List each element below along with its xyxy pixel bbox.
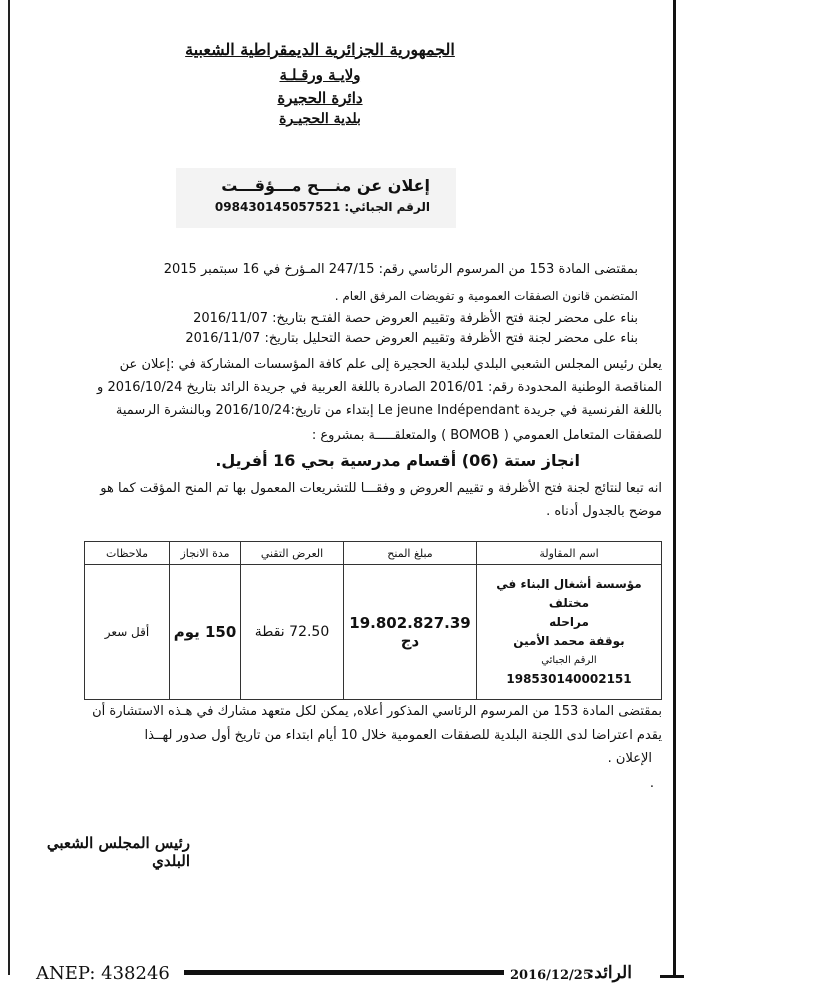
cell-tech-score: 72.50 نقطة bbox=[241, 565, 344, 700]
header-wilaya: ولايـة ورقـلـة bbox=[279, 66, 361, 84]
paragraph-analysis-minutes: بناء على محضر لجنة فتح الأظرفة وتقييم العروض حصة التحليل بتاريخ: 2016/11/07 bbox=[185, 331, 638, 346]
footer-rule bbox=[660, 975, 684, 978]
company-tax-label: الرقم الجبائي bbox=[541, 655, 597, 666]
paragraph-result-2: موضح بالجدول أدناه . bbox=[546, 504, 662, 519]
header-daira: دائرة الحجيرة bbox=[277, 89, 363, 107]
paragraph-appeal-2: يقدم اعتراضا لدى اللجنة البلدية للصفقات العمومية خلال 10 أيام ابتداء من تاريخ أول صدور لهــذا bbox=[144, 728, 662, 743]
paragraph-end-mark: . bbox=[649, 776, 654, 791]
cell-amount: 19.802.827.39 دج bbox=[344, 565, 477, 700]
cell-company bbox=[477, 565, 662, 700]
header-amount: مبلغ المنح bbox=[344, 542, 477, 565]
header-company: اسم المقاولة bbox=[477, 542, 662, 565]
header-notes: ملاحظات bbox=[85, 542, 170, 565]
paragraph-notice-2: المناقصة الوطنية المحدودة رقم: 2016/01 الصادرة باللغة العربية في جريدة الرائد بتاريخ 2016/10/24 و bbox=[97, 380, 662, 395]
project-title: انجاز ستة (06) أقسام مدرسية بحي 16 أفريل. bbox=[215, 451, 580, 470]
paragraph-appeal-3: الإعلان . bbox=[607, 751, 652, 766]
cell-notes: أقل سعر bbox=[85, 565, 170, 700]
footer-anep: ANEP: 438246 bbox=[36, 963, 170, 984]
company-tax-number: 198530140002151 bbox=[506, 672, 632, 686]
paragraph-decree-cont: المتضمن قانون الصفقات العمومية و تفويضات المرفق العام . bbox=[334, 289, 638, 303]
announcement-title: إعلان عن منـــح مـــؤقـــت bbox=[221, 176, 430, 195]
header-tech: العرض التقني bbox=[241, 542, 344, 565]
signature-title: رئيس المجلس الشعبي البلدي bbox=[46, 834, 190, 870]
header-duration: مدة الانجاز bbox=[170, 542, 241, 565]
table-header-row bbox=[85, 542, 662, 565]
cell-duration: 150 يوم bbox=[170, 565, 241, 700]
header-republic: الجمهورية الجزائرية الديمقراطية الشعبية bbox=[185, 40, 455, 59]
paragraph-notice-4: للصفقات المتعامل العمومي ( BOMOB ) والمتعلقـــــة بمشروع : bbox=[311, 428, 662, 443]
footer-date: 2016/12/25 bbox=[510, 968, 592, 983]
paragraph-decree: بمقتضى المادة 153 من المرسوم الرئاسي رقم: 247/15 المـؤرخ في 16 سبتمبر 2015 bbox=[163, 262, 638, 277]
paragraph-appeal-1: بمقتضى المادة 153 من المرسوم الرئاسي المذكور أعلاه, يمكن لكل متعهد مشارك في هـذه الاستشارة أن bbox=[92, 704, 662, 719]
header-commune: بلدية الحجيـرة bbox=[279, 111, 361, 127]
table-row bbox=[85, 565, 662, 700]
award-table bbox=[84, 541, 662, 700]
company-line-2: مراحله bbox=[549, 615, 589, 629]
paragraph-notice-3: باللغة الفرنسية في جريدة Le jeune Indépendant إبتداء من تاريخ:2016/10/24 وبالنشرة الرسمية bbox=[115, 403, 662, 418]
footer-publication: الرائد: bbox=[588, 963, 632, 983]
paragraph-result-1: انه تبعا لنتائج لجنة فتح الأظرفة و تقييم العروض و وفقـــا للتشريعات المعمول بها تم المنح المؤقت كما هو bbox=[100, 481, 662, 496]
announcement-tax-id: الرقم الجبائي: 098430145057521 bbox=[214, 200, 430, 214]
footer-divider bbox=[184, 970, 504, 975]
company-owner: بوقفة محمد الأمين bbox=[513, 634, 625, 648]
company-line-1: مؤسسة أشغال البناء في مختلف bbox=[496, 577, 642, 610]
paragraph-opening-minutes: بناء على محضر لجنة فتح الأظرفة وتقييم العروض حصة الفتـح بتاريخ: 2016/11/07 bbox=[193, 311, 638, 326]
paragraph-notice-1: يعلن رئيس المجلس الشعبي البلدي لبلدية الحجيرة إلى علم كافة المؤسسات المشاركة في :إعلان عن bbox=[119, 357, 662, 372]
